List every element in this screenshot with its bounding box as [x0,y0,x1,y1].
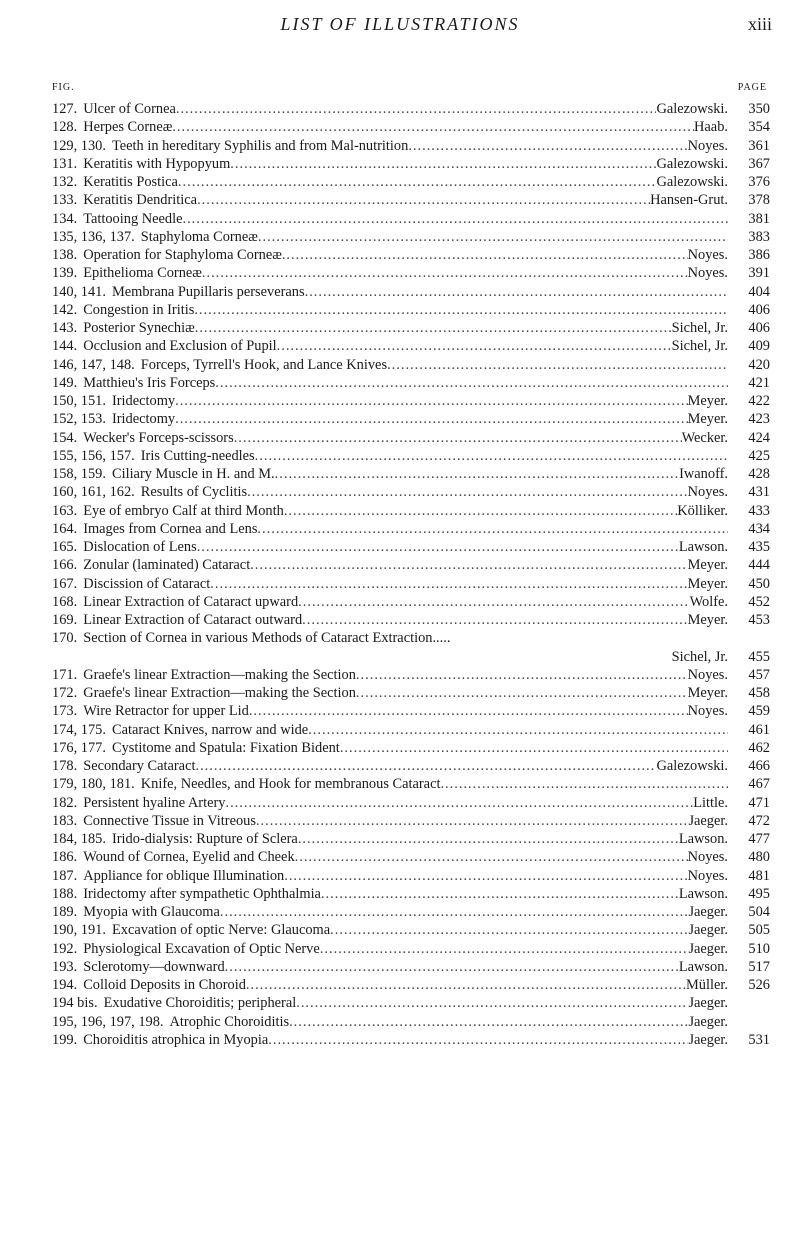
dot-leader [225,958,679,976]
fig-page: 462 [748,739,770,756]
fig-author: Wecker. [681,429,728,446]
fig-number: 155, 156, 157. [52,447,135,464]
fig-page: 461 [748,721,770,738]
fig-number: 163. [52,502,78,519]
running-title: LIST OF ILLUSTRATIONS [280,14,520,34]
list-entry [52,502,770,520]
fig-number: 146, 147, 148. [52,356,135,373]
fig-number: 199. [52,1031,78,1048]
list-entry [52,155,770,173]
fig-title: Keratitis with Hypopyum [83,155,231,172]
list-entry [52,721,770,739]
fig-page: 350 [748,101,770,117]
dot-leader [305,283,728,301]
list-entry [52,994,770,1012]
fig-title: Wound of Cornea, Eyelid and Cheek [83,849,295,866]
list-entry [52,538,770,556]
fig-number: 194 bis. [52,995,98,1012]
list-entry [52,465,770,483]
fig-number: 132. [52,174,78,190]
fig-page: 383 [748,228,770,245]
dot-leader [289,1013,688,1031]
dot-leader [256,812,688,830]
list-entry [52,100,770,118]
fig-page: 452 [748,593,770,610]
list-entry [52,556,770,574]
list-entry [52,283,770,301]
list-entry [52,191,770,209]
list-entry [52,429,770,447]
fig-author: Hansen-Grut. [650,192,728,209]
list-entry [52,648,770,666]
fig-title: Knife, Needles, and Hook for membranous Cataract [140,776,441,793]
fig-title: Keratitis Postica [83,174,178,190]
fig-number: 183. [52,812,78,829]
fig-author: Jaeger. [688,904,728,920]
dot-leader [255,447,728,465]
fig-title: Sclerotomy—downward [83,958,225,975]
fig-page: 444 [748,557,770,574]
fig-column-head: FIG. [52,82,75,93]
fig-page: 376 [748,174,770,190]
fig-page: 354 [748,119,770,136]
fig-author: Lawson. [678,885,728,902]
list-entry [52,921,770,939]
list-entry [52,666,770,684]
fig-number: 170. [52,630,78,647]
dot-leader [225,794,693,812]
fig-number: 167. [52,575,78,592]
list-entry [52,976,770,994]
list-entry [52,1013,770,1031]
fig-number: 189. [52,904,78,920]
fig-number: 160, 161, 162. [52,484,135,501]
fig-number: 184, 185. [52,831,106,847]
fig-title: Staphyloma Corneæ [140,228,258,245]
fig-title: Secondary Cataract [83,758,196,774]
fig-author: Galezowski. [656,155,728,172]
fig-number: 168. [52,593,78,610]
fig-page: 457 [748,666,770,683]
list-entry [52,575,770,593]
dot-leader [268,1031,688,1049]
dot-leader [176,100,657,118]
fig-title: Ulcer of Cornea [83,101,176,117]
fig-title: Congestion in Iritis [83,301,195,318]
dot-leader [277,337,672,355]
fig-title: Herpes Corneæ [83,119,173,136]
list-entry [52,137,770,155]
dot-leader [298,593,689,611]
fig-title: Connective Tissue in Vitreous [83,812,256,829]
dot-leader [197,538,679,556]
list-entry [52,228,770,246]
dot-leader [440,775,728,793]
fig-page: 526 [748,977,770,993]
fig-page: 453 [748,612,770,628]
fig-page: 431 [748,484,770,501]
fig-page: 435 [748,539,770,555]
fig-number: 131. [52,155,78,172]
fig-title: Discission of Cataract [83,575,211,592]
fig-page: 420 [748,356,770,373]
fig-title: Persistent hyaline Artery [83,794,226,811]
dot-leader [175,392,688,410]
fig-number: 143. [52,320,78,336]
list-entry [52,848,770,866]
fig-page: 386 [748,247,770,263]
fig-page: 471 [748,794,770,811]
fig-number: 152, 153. [52,411,106,428]
list-entry [52,940,770,958]
dot-leader [234,429,682,447]
fig-author: Lawson. [678,539,728,555]
fig-title: Cataract Knives, narrow and wide [111,721,309,738]
list-entry [52,629,770,647]
dot-leader [408,137,687,155]
fig-number: 142. [52,301,78,318]
list-entry [52,593,770,611]
dot-leader [202,264,688,282]
fig-author: Meyer. [687,411,728,428]
list-entry [52,684,770,702]
dot-leader [356,684,688,702]
fig-author: Sichel, Jr. [671,320,728,336]
dot-leader [321,885,679,903]
dot-leader [247,483,688,501]
fig-number: 135, 136, 137. [52,228,135,245]
dot-leader [178,173,657,191]
fig-author: Meyer. [687,575,728,592]
fig-author: Noyes. [687,666,728,683]
fig-page: 459 [748,703,770,720]
fig-page: 510 [748,940,770,957]
fig-page: 367 [748,155,770,172]
fig-page: 378 [748,192,770,209]
fig-title: Iridectomy [111,393,176,409]
fig-title: Operation for Staphyloma Corneæ [83,247,282,263]
fig-author: Galezowski. [656,101,728,117]
dot-leader [320,940,689,958]
fig-author: Jaeger. [688,1013,728,1030]
fig-author: Noyes. [687,247,728,263]
fig-title: Iris Cutting-needles [140,447,255,464]
fig-author: Noyes. [687,484,728,501]
fig-page: 505 [748,922,770,939]
fig-page: 458 [748,685,770,701]
fig-author: Sichel, Jr. [671,338,728,355]
list-entry [52,392,770,410]
fig-author: Kölliker. [677,502,728,519]
fig-author: Noyes. [687,265,728,282]
fig-author: Noyes. [687,849,728,866]
fig-title: Physiological Excavation of Optic Nerve [83,940,320,957]
fig-title: Linear Extraction of Cataract upward [83,593,299,610]
fig-page: 517 [748,958,770,975]
fig-title: Graefe's linear Extraction—making the Section [83,666,356,683]
fig-title: Wire Retractor for upper Lid [83,703,249,720]
fig-page: 409 [748,338,770,355]
fig-title: Matthieu's Iris Forceps [83,374,216,391]
fig-number: 174, 175. [52,721,106,738]
fig-number: 188. [52,885,78,902]
fig-number: 129, 130. [52,137,106,154]
dot-leader [182,210,728,228]
fig-title: Irido-dialysis: Rupture of Sclera [111,831,298,847]
fig-page: 466 [748,758,770,774]
fig-page: 404 [748,283,770,300]
list-entry [52,447,770,465]
fig-number: 134. [52,210,78,227]
fig-number: 187. [52,867,78,884]
fig-author: Lawson. [678,958,728,975]
fig-page: 450 [748,575,770,592]
fig-author: Müller. [686,977,728,993]
fig-title: Myopia with Glaucoma [83,904,220,920]
fig-page: 421 [748,374,770,391]
dot-leader [302,611,687,629]
fig-title: Occlusion and Exclusion of Pupil [83,338,277,355]
fig-number: 164. [52,520,78,537]
fig-number: 149. [52,374,78,391]
fig-page: 480 [748,849,770,866]
fig-author: Jaeger. [688,995,728,1012]
dot-leader [172,118,694,136]
fig-number: 193. [52,958,78,975]
fig-author: Jaeger. [688,1031,728,1048]
fig-title: Wecker's Forceps-scissors [83,429,234,446]
list-entry [52,885,770,903]
dot-leader [308,721,728,739]
fig-page: 477 [748,831,770,847]
list-entry [52,775,770,793]
fig-title: Zonular (laminated) Cataract [83,557,251,574]
fig-author: Wolfe. [689,593,728,610]
list-entry [52,301,770,319]
fig-title: Epithelioma Corneæ [83,265,202,282]
dot-leader [340,739,728,757]
fig-number: 186. [52,849,78,866]
illustration-list [52,100,770,1049]
fig-number: 192. [52,940,78,957]
fig-author: Noyes. [687,137,728,154]
fig-page: 425 [748,447,770,464]
fig-author: Meyer. [687,393,728,409]
list-entry [52,356,770,374]
fig-author: Lawson. [678,831,728,847]
dot-leader [295,848,688,866]
list-entry [52,173,770,191]
list-entry [52,794,770,812]
list-entry [52,520,770,538]
fig-number: 138. [52,247,78,263]
fig-title: Ciliary Muscle in H. and M. [111,466,275,482]
fig-title: Section of Cornea in various Methods of Cataract Extraction..... [83,630,451,647]
list-entry [52,410,770,428]
list-entry [52,958,770,976]
dot-leader [230,155,656,173]
fig-number: 133. [52,192,78,209]
fig-page: 472 [748,812,770,829]
fig-title: Colloid Deposits in Choroid [83,977,246,993]
list-entry [52,1031,770,1049]
fig-title: Images from Cornea and Lens [83,520,258,537]
fig-page: 391 [748,265,770,282]
fig-page: 467 [748,776,770,793]
fig-number: 166. [52,557,78,574]
fig-author: Meyer. [687,557,728,574]
fig-number: 176, 177. [52,739,106,756]
fig-title: Iridectomy [111,411,176,428]
dot-leader [258,228,728,246]
list-entry [52,812,770,830]
dot-leader [194,301,728,319]
fig-title: Linear Extraction of Cataract outward [83,612,303,628]
fig-title: Graefe's linear Extraction—making the Section [83,685,356,701]
fig-number: 150, 151. [52,393,106,409]
list-entry [52,739,770,757]
fig-page: 455 [748,648,770,665]
dot-leader [330,921,688,939]
dot-leader [210,575,687,593]
fig-number: 190, 191. [52,922,106,939]
fig-page: 434 [748,520,770,537]
fig-number: 173. [52,703,78,720]
fig-number: 158, 159. [52,466,106,482]
fig-author: Sichel, Jr. [671,648,728,665]
fig-number: 171. [52,666,78,683]
fig-title: Eye of embryo Calf at third Month [83,502,284,519]
fig-author: Noyes. [687,703,728,720]
fig-number: 144. [52,338,78,355]
list-entry [52,337,770,355]
dot-leader [356,666,688,684]
list-entry [52,611,770,629]
dot-leader [257,520,728,538]
fig-title: Appliance for oblique Illumination [83,867,285,884]
fig-number: 195, 196, 197, 198. [52,1013,164,1030]
fig-number: 179, 180, 181. [52,776,135,793]
fig-title: Membrana Pupillaris perseverans [111,283,305,300]
fig-page: 481 [748,867,770,884]
dot-leader [195,319,672,337]
fig-title: Tattooing Needle [83,210,183,227]
fig-number: 182. [52,794,78,811]
dot-leader [284,867,687,885]
dot-leader [298,830,679,848]
fig-page: 531 [748,1031,770,1048]
dot-leader [215,374,728,392]
fig-title: Excavation of optic Nerve: Glaucoma [111,922,331,939]
fig-number: 139. [52,265,78,282]
fig-page: 381 [748,210,770,227]
fig-title: Teeth in hereditary Syphilis and from Mal-nutrition [111,137,409,154]
fig-author: Jaeger. [688,922,728,939]
fig-page: 423 [748,411,770,428]
fig-number: 194. [52,977,78,993]
dot-leader [284,502,677,520]
fig-number: 127. [52,101,78,117]
fig-author: Galezowski. [656,758,728,774]
fig-number: 154. [52,429,78,446]
fig-title: Forceps, Tyrrell's Hook, and Lance Knives [140,356,388,373]
list-entry [52,374,770,392]
list-entry [52,264,770,282]
running-head [0,14,800,44]
dot-leader [296,994,688,1012]
list-entry [52,118,770,136]
dot-leader [250,556,687,574]
fig-page: 406 [748,320,770,336]
fig-author: Noyes. [687,867,728,884]
fig-page: 422 [748,393,770,409]
fig-number: 128. [52,119,78,136]
list-entry [52,903,770,921]
fig-author: Haab. [694,119,728,136]
dot-leader [275,465,679,483]
fig-author: Meyer. [687,612,728,628]
fig-page: 495 [748,885,770,902]
fig-author: Meyer. [687,685,728,701]
list-entry [52,867,770,885]
fig-title: Exudative Choroiditis; peripheral [103,995,297,1012]
fig-author: Little. [693,794,728,811]
fig-number: 165. [52,539,78,555]
dot-leader [195,757,656,775]
fig-title: Results of Cyclitis [140,484,248,501]
fig-number: 169. [52,612,78,628]
dot-leader [282,246,688,264]
fig-title: Keratitis Dendritica [83,192,198,209]
fig-number: 172. [52,685,78,701]
fig-author: Jaeger. [688,812,728,829]
fig-title: Iridectomy after sympathetic Ophthalmia [83,885,321,902]
fig-title: Posterior Synechiæ [83,320,195,336]
fig-title: Cystitome and Spatula: Fixation Bident [111,739,340,756]
fig-page: 424 [748,429,770,446]
dot-leader [197,191,650,209]
dot-leader [175,410,688,428]
list-entry [52,319,770,337]
fig-page: 361 [748,137,770,154]
fig-author: Iwanoff. [679,466,728,482]
page-number: xiii [747,14,772,34]
fig-title: Dislocation of Lens [83,539,197,555]
fig-page: 433 [748,502,770,519]
list-entry [52,246,770,264]
fig-page: 406 [748,301,770,318]
dot-leader [249,702,688,720]
list-entry [52,830,770,848]
fig-title: Choroiditis atrophica in Myopia [83,1031,269,1048]
dot-leader [220,903,689,921]
list-entry [52,210,770,228]
dot-leader [246,976,686,994]
fig-page: 428 [748,466,770,482]
fig-page: 504 [748,904,770,920]
fig-number: 140, 141. [52,283,106,300]
fig-title: Atrophic Choroiditis [169,1013,290,1030]
list-entry [52,702,770,720]
dot-leader [387,356,728,374]
fig-number: 178. [52,758,78,774]
list-entry [52,757,770,775]
list-entry [52,483,770,501]
page-column-head: PAGE [737,82,767,93]
fig-author: Jaeger. [688,940,728,957]
fig-author: Galezowski. [656,174,728,190]
